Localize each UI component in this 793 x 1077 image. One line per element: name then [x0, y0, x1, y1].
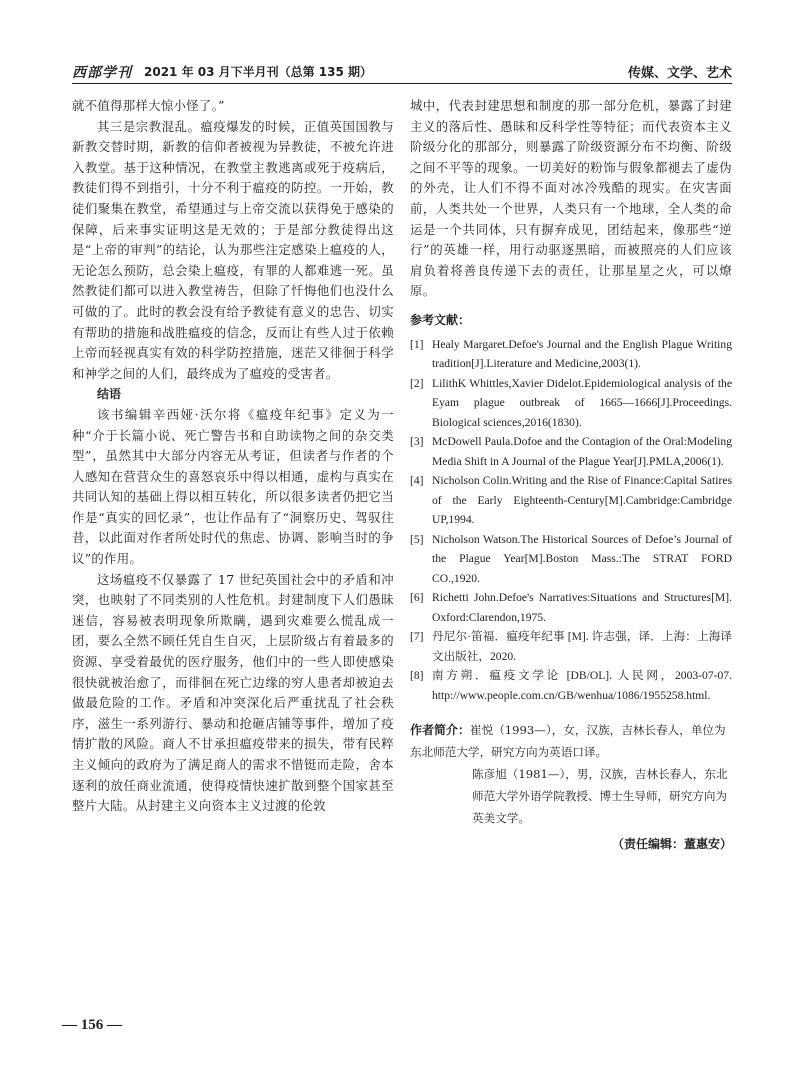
reference-number: [2] [410, 376, 424, 390]
reference-number: [6] [410, 591, 424, 605]
reference-number: [1] [410, 337, 424, 351]
responsible-editor: （责任编辑：董惠安） [611, 837, 732, 852]
reference-text: 丹尼尔·笛福．瘟疫年纪事 [M]. 许志强，译．上海：上海译文出版社，2020. [432, 630, 732, 663]
reference-item [410, 627, 732, 666]
reference-text: McDowell Paula.Dofoe and the Contagion of the Oral:Modeling Media Shift in A Journal of the Plague Year[J].PMLA,2006(1). [432, 435, 732, 468]
page-number: — 156 — [62, 1017, 122, 1033]
conclusion-heading: 结语 [97, 387, 122, 402]
right-column [410, 96, 732, 864]
author-bio-text: 崔悦（1993—），女，汉族，吉林长春人，单位为东北师范大学，研究方向为英语口译。 [410, 723, 726, 760]
author-bio-label: 作者简介： [410, 723, 471, 738]
reference-text: LilithK Whittles,Xavier Didelot.Epidemiological analysis of the Eyam plague outbreak of 1665—1666[J].Proceedings. Biological sciences,2016(1830). [432, 376, 732, 429]
paragraph: 城中，代表封建思想和制度的那一部分危机，暴露了封建主义的落后性、愚昧和反科学性等特征；而代表资本主义阶级分化的那部分，则暴露了阶级资源分布不均衡、阶级之间不平等的现象。一切美好的粉饰与假象都褪去了虚伪的外壳，让人们不得不面对冰冷残酷的现实。在灾害面前，人类共处一个世界，人类只有一个地球，全人类的命运是一个共同体，只有摒弃成见，团结起来，像那些“逆行”的英雄一样，用行动驱逐黑暗，而被照亮的人们应该肩负着将善良传递下去的责任，让那星星之火，可以燎原。 [410, 98, 732, 299]
reference-item [410, 374, 732, 433]
reference-number: [7] [410, 630, 424, 644]
header-rule [72, 83, 732, 84]
reference-text: Richetti John.Defoe's Narratives:Situations and Structures[M]. Oxford:Clarendon,1975. [432, 591, 732, 624]
paragraph: 这场瘟疫不仅暴露了 17 世纪英国社会中的矛盾和冲突，也映射了不同类别的人性危机。封建制度下人们愚昧迷信，容易被表明现象所欺瞒，遇到灾难要么慌乱成一团，要么全然不顾任凭自生自灭，上层阶级占有着最多的资源、享受着最优的医疗服务，他们中的一些人即使感染很快就被治愈了，而徘徊在死亡边缘的穷人患者却被迫去做最危险的工作。矛盾和冲突深化后严重扰乱了社会秩序，滋生一系列游行、暴动和抢砸店铺等事件，增加了疫情扩散的风险。商人不甘承担瘟疫带来的损失，带有民粹主义倾向的政府为了满足商人的需求不惜铤而走险，舍本逐利的放任商业流通，使得疫情快速扩散到整个国家甚至整片大陆。从封建主义向资本主义过渡的伦敦 [72, 571, 394, 814]
page-header [72, 58, 732, 82]
reference-item [410, 432, 732, 471]
references-heading: 参考文献： [410, 312, 471, 327]
reference-number: [3] [410, 435, 424, 449]
issue-info: 2021 年 03 月下半月刊（总第 135 期） [144, 65, 373, 79]
reference-list [410, 335, 732, 706]
author-bio [410, 719, 732, 829]
reference-number: [4] [410, 474, 424, 488]
left-column [72, 96, 394, 817]
reference-item [410, 471, 732, 530]
reference-text: 南方朔．瘟疫文学论 [DB/OL]. 人民网，2003-07-07. http://www.people.com.cn/GB/wenhua/1086/1955258.html. [432, 669, 732, 702]
author-bio-2: 陈彦旭（1981—），男，汉族，吉林长春人，东北师范大学外语学院教授、博士生导师，研究方向为英美文学。 [472, 767, 728, 826]
paragraph: 就不值得那样大惊小怪了。” [72, 98, 225, 113]
section-name: 传媒、文学、艺术 [627, 66, 732, 81]
reference-item [410, 335, 732, 374]
paragraph: 其三是宗教混乱。瘟疫爆发的时候，正值英国国教与新教交替时期，新教的信仰者被视为异教徒，不被允许进入教堂。基于这种情况，在教堂主教逃离或死于疫病后，教徒们得不到指引，十分不利于瘟疫的防控。一开始，教徒们聚集在教堂，希望通过与上帝交流以获得免于感染的保障，后来事实证明这是无效的；于是部分教徒得出这是“上帝的审判”的结论，认为那些注定感染上瘟疫的人，无论怎么预防，总会染上瘟疫，有罪的人都难逃一死。虽然教徒们都可以进入教堂祷告，但除了忏悔他们也没什么可做的了。此时的教会没有给予教徒有意义的忠告、切实有帮助的措施和战胜瘟疫的信念，反而让有些人过于依赖上帝而轻视真实有效的科学防控措施，迷茫又徘徊于科学和神学之间的人们，最终成为了瘟疫的受害者。 [72, 118, 394, 381]
reference-number: [5] [410, 532, 424, 546]
paragraph: 该书编辑辛西娅·沃尔将《瘟疫年纪事》定义为一种“介于长篇小说、死亡警告书和自助读物之间的杂交类型”，虽然其中大部分内容无从考证，但读者与作者的个人感知在营营众生的喜怒哀乐中得以相通，虚构与真实在共同认知的基础上得以相互转化，所以很多读者仍把它当作是“真实的回忆录”，也让作品有了“洞察历史、驾驭往昔，以此面对作者所处时代的焦虑、协调、影响当时的争议”的作用。 [72, 406, 394, 567]
journal-logo: 西部学刊 [72, 65, 132, 81]
author-bio-1 [410, 719, 732, 763]
reference-item [410, 666, 732, 705]
reference-number: [8] [410, 669, 424, 683]
reference-item [410, 530, 732, 589]
reference-item [410, 588, 732, 627]
reference-text: Nicholson Colin.Writing and the Rise of Finance:Capital Satires of the Early Eighteenth-Century[M].Cambridge:Cambridge UP,1994. [432, 474, 732, 527]
reference-text: Nicholson Watson.The Historical Sources of Defoe’s Journal of the Plague Year[M].Boston Mass.:The STRAT FORD CO.,1920. [432, 532, 732, 585]
reference-text: Healy Margaret.Defoe's Journal and the English Plague Writing tradition[J].Literature and Medicine,2003(1). [432, 337, 732, 371]
